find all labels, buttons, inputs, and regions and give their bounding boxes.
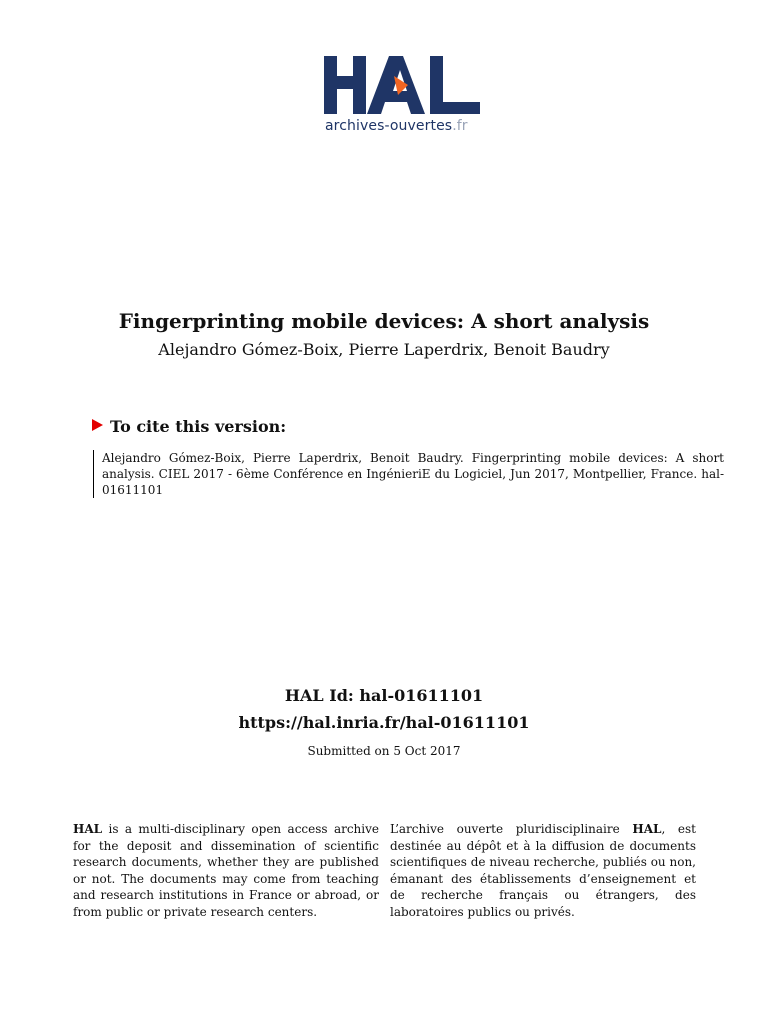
hal-logo-subtitle: archives-ouvertes.fr [325,118,468,134]
hal-id: HAL Id: hal-01611101 [284,686,484,705]
hal-logo-tld: .fr [452,118,468,134]
abstract-fr-text: , est destinée au dépôt et à la diffusion de documents scientifiques de niveau recherche, publiés ou non, émanant des établissements d’enseignement et de recherche français ou étrangers, des laboratoires publics ou privés. [390,822,696,919]
citation-text: Alejandro Gómez-Boix, Pierre Laperdrix, Benoit Baudry. Fingerprinting mobile devices: A short analysis. CIEL 2017 - 6ème Conférence en IngénieriE du Logiciel, Jun 2017, Montpellier, France. hal-01611101 [93,450,724,498]
submission-date: Submitted on 5 Oct 2017 [307,744,461,758]
hal-logo [322,50,492,142]
hal-logo-mark [322,50,492,116]
cite-heading [92,417,286,436]
triangle-right-icon [92,419,103,431]
hal-url-link[interactable]: https://hal.inria.fr/hal-01611101 [238,713,530,732]
abstract-french [390,821,696,920]
abstract-fr-hal: HAL [632,822,662,836]
abstract-en-hal: HAL [73,822,103,836]
abstract-en-text: is a multi-disciplinary open access archive for the deposit and dissemination of scientific research documents, whether they are published or not. The documents may come from teaching and research institutions in France or abroad, or from public or private research centers. [73,822,379,919]
cite-heading-label: To cite this version: [110,417,287,436]
paper-authors: Alejandro Gómez-Boix, Pierre Laperdrix, Benoit Baudry [158,340,610,359]
paper-title: Fingerprinting mobile devices: A short analysis [118,309,650,333]
abstract-fr-lead: L’archive ouverte pluridisciplinaire [390,822,633,836]
abstract-english [73,821,379,920]
